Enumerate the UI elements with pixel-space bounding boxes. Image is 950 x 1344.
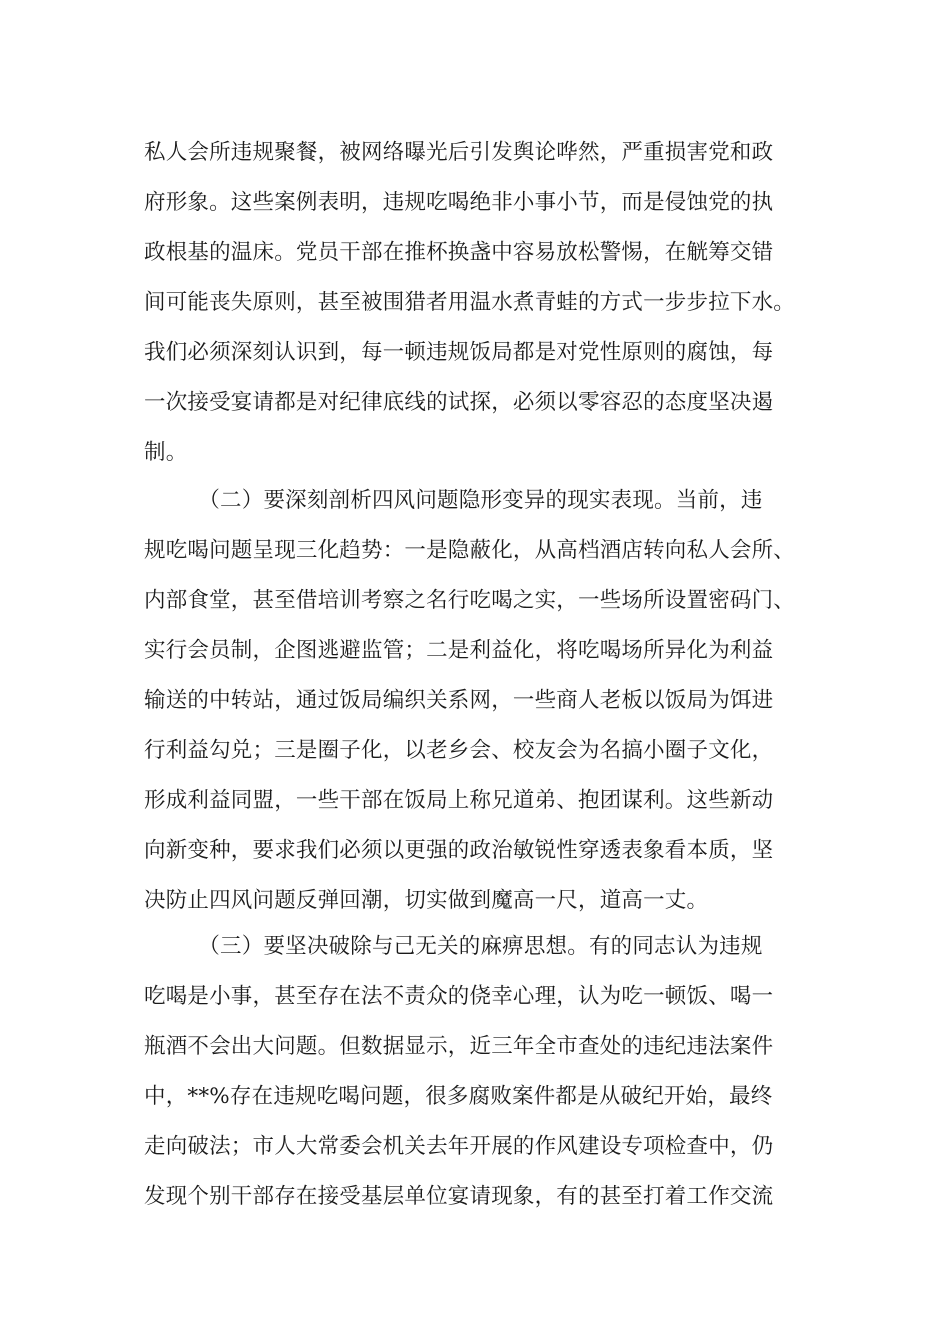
text-line: 决防止四风问题反弹回潮，切实做到魔高一尺，道高一丈。 [144,888,709,913]
text-line: 内部食堂，甚至借培训考察之名行吃喝之实，一些场所设置密码门、 [144,588,796,613]
text-line: 一次接受宴请都是对纪律底线的试探，必须以零容忍的态度坚决遏 [144,390,774,415]
text-line: 间可能丧失原则，甚至被围猎者用温水煮青蛙的方式一步步拉下水。 [144,290,796,315]
paragraph-2 [144,476,824,926]
text-line: 发现个别干部存在接受基层单位宴请现象，有的甚至打着工作交流 [144,1184,774,1209]
text-line: 私人会所违规聚餐，被网络曝光后引发舆论哗然，严重损害党和政 [144,140,774,165]
text-line: 行利益勾兑；三是圈子化，以老乡会、校友会为名搞小圈子文化， [144,738,774,763]
text-line: （二）要深刻剖析四风问题隐形变异的现实表现。当前，违 [144,488,763,513]
text-line: 实行会员制，企图逃避监管；二是利益化，将吃喝场所异化为利益 [144,638,774,663]
text-line: 府形象。这些案例表明，违规吃喝绝非小事小节，而是侵蚀党的执 [144,190,774,215]
text-line: 形成利益同盟，一些干部在饭局上称兄道弟、抱团谋利。这些新动 [144,788,774,813]
text-line: 向新变种，要求我们必须以更强的政治敏锐性穿透表象看本质，坚 [144,838,774,863]
text-line: 输送的中转站，通过饭局编织关系网，一些商人老板以饭局为饵进 [144,688,774,713]
text-line: 走向破法；市人大常委会机关去年开展的作风建设专项检查中，仍 [144,1134,774,1159]
text-line: 吃喝是小事，甚至存在法不责众的侥幸心理，认为吃一顿饭、喝一 [144,984,774,1009]
paragraph-1 [144,128,824,478]
text-line: （三）要坚决破除与己无关的麻痹思想。有的同志认为违规 [144,934,763,959]
paragraph-3 [144,922,824,1222]
text-line: 我们必须深刻认识到，每一顿违规饭局都是对党性原则的腐蚀，每 [144,340,774,365]
text-line: 中，**%存在违规吃喝问题，很多腐败案件都是从破纪开始，最终 [144,1084,773,1109]
text-line: 规吃喝问题呈现三化趋势：一是隐蔽化，从高档酒店转向私人会所、 [144,538,796,563]
text-line: 制。 [144,440,188,465]
text-line: 政根基的温床。党员干部在推杯换盏中容易放松警惕，在觥筹交错 [144,240,774,265]
text-line: 瓶酒不会出大问题。但数据显示，近三年全市查处的违纪违法案件 [144,1034,774,1059]
